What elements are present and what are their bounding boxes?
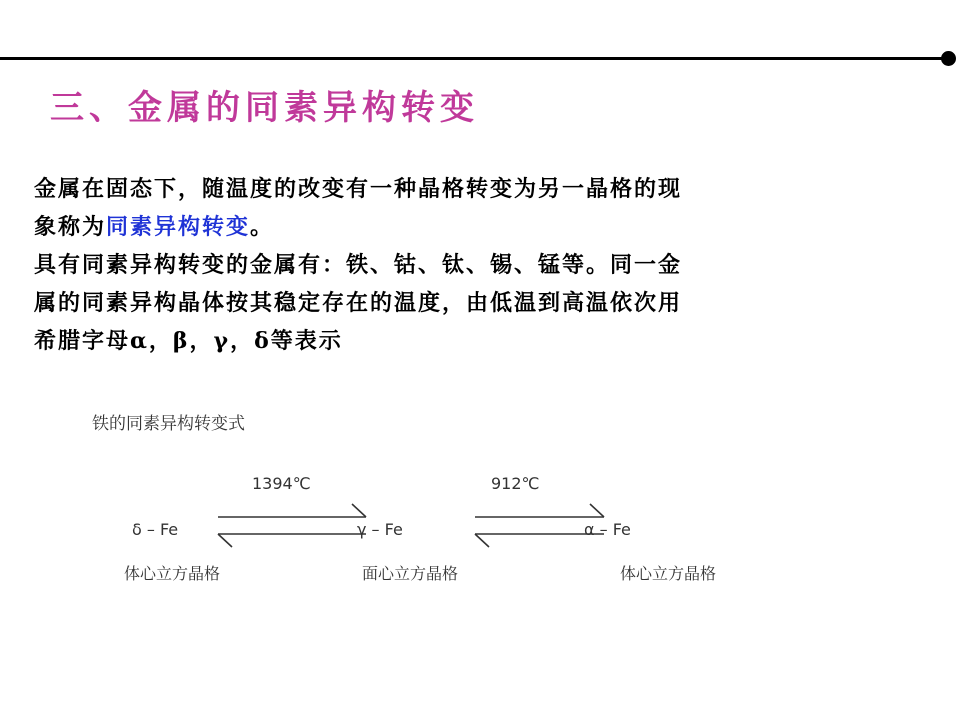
forward-arrow-head	[352, 504, 366, 517]
phase-gamma-fe: γ – Fe	[357, 520, 403, 539]
equilibrium-arrow-1	[218, 504, 366, 547]
lattice-label-2: 面心立方晶格	[362, 564, 459, 583]
body-line-2-suffix: 。	[250, 214, 275, 240]
body-line-4: 属的同素异构晶体按其稳定存在的温度，由低温到高温依次用	[34, 290, 683, 316]
highlighted-term: 同素异构转变	[106, 214, 251, 240]
body-line-5: 希腊字母α，β，γ，δ等表示	[34, 328, 343, 354]
lattice-label-3: 体心立方晶格	[620, 564, 717, 583]
phase-delta-fe: δ – Fe	[132, 520, 179, 539]
lattice-label-1: 体心立方晶格	[124, 564, 221, 583]
reverse-arrow-head	[475, 534, 489, 547]
temperature-label-912: 912℃	[491, 474, 540, 493]
phase-alpha-fe: α – Fe	[584, 520, 631, 539]
reverse-arrow-head	[218, 534, 232, 547]
body-line-3: 具有同素异构转变的金属有：铁、钴、钛、锡、锰等。同一金	[34, 252, 683, 278]
body-line-2-prefix: 象称为	[34, 214, 107, 240]
diagram-caption: 铁的同素异构转变式	[92, 414, 245, 434]
temperature-label-1394: 1394℃	[252, 474, 311, 493]
forward-arrow-head	[590, 504, 604, 517]
body-line-1: 金属在固态下，随温度的改变有一种晶格转变为另一晶格的现	[34, 176, 683, 202]
slide-title: 三、金属的同素异构转变	[50, 88, 479, 128]
